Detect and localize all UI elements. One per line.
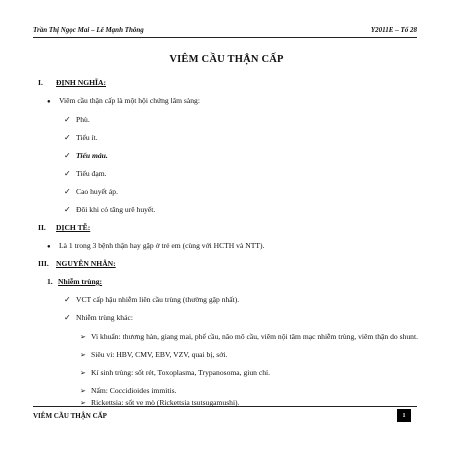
bullet-icon: ● [47,244,51,250]
list-item-text: Phù. [76,115,90,124]
list-item [47,96,200,105]
section-label: ĐỊNH NGHĨA: [56,78,106,87]
list-item-text: Kí sinh trùng: sốt rét, Toxoplasma, Trypanosoma, giun chỉ. [91,368,271,377]
footer-divider [33,406,417,407]
list-item [64,313,133,322]
subsection-number: 1. [47,277,53,286]
list-item-text: Siêu vi: HBV, CMV, EBV, VZV, quai bị, sởi. [91,350,228,359]
section-label: NGUYÊN NHÂN: [56,259,116,268]
list-item-text: Cao huyết áp. [76,187,118,196]
list-item [64,205,155,214]
page-number: 1 [397,409,411,422]
section-number: I. [38,78,43,87]
arrow-bullet-icon: ➢ [80,351,86,359]
arrow-bullet-icon: ➢ [80,399,86,407]
list-item-text: Viêm cầu thận cấp là một hội chứng lâm sàng: [59,96,200,105]
checkmark-icon: ✓ [64,295,71,304]
checkmark-icon: ✓ [64,133,71,142]
list-item-text: VCT cấp hậu nhiễm liên cầu trùng (thường gặp nhất). [76,295,240,304]
list-item [64,169,107,178]
list-item-text: Nhiễm trùng khác: [76,313,133,322]
list-item [80,350,227,359]
checkmark-icon: ✓ [64,115,71,124]
bullet-icon: ● [47,99,51,105]
list-item [64,115,90,124]
section-number: III. [38,259,49,268]
list-item [47,241,264,250]
list-item-text: Tiểu đạm. [76,169,107,178]
document-title: VIÊM CẦU THẬN CẤP [169,54,284,65]
list-item [64,187,118,196]
section-heading-epidemiology [38,223,90,232]
list-item [80,368,270,377]
checkmark-icon: ✓ [64,151,71,160]
checkmark-icon: ✓ [64,169,71,178]
list-item-text: Nấm: Coccidioides immitis. [91,386,177,395]
list-item-text: Đôi khi có tăng urê huyết. [76,205,156,214]
list-item-text: Tiểu ít. [76,133,98,142]
checkmark-icon: ✓ [64,205,71,214]
list-item [80,386,176,395]
section-number: II. [38,223,46,232]
list-item-text: Vi khuẩn: thương hàn, giang mai, phế cầu, não mô cầu, viêm nội tâm mạc nhiễm trùng, viêm thận do shunt. [91,332,418,341]
header-authors: Trần Thị Ngọc Mai – Lê Mạnh Thông [33,26,144,34]
subsection-label: Nhiễm trùng: [58,277,103,286]
footer-title: VIÊM CẦU THẬN CẤP [33,412,107,420]
list-item [64,151,108,160]
list-item-text: Tiểu máu. [76,151,108,160]
section-label: DỊCH TỄ: [56,223,91,232]
list-item [80,332,418,341]
list-item-text: Rickettsia: sốt ve mò (Rickettsia tsutsugamushi). [91,398,240,407]
subsection-heading-infection [47,277,102,286]
checkmark-icon: ✓ [64,313,71,322]
header-group: Y2011E – Tổ 28 [370,26,417,34]
list-item [64,133,98,142]
section-heading-causes [38,259,116,268]
arrow-bullet-icon: ➢ [80,369,86,377]
list-item-text: Là 1 trong 3 bệnh thận hay gặp ở trẻ em (cùng với HCTH và NTT). [59,241,265,250]
checkmark-icon: ✓ [64,187,71,196]
page-header [33,26,417,34]
section-heading-definition [38,78,106,87]
list-item [64,295,239,304]
header-divider [33,37,417,38]
arrow-bullet-icon: ➢ [80,387,86,395]
arrow-bullet-icon: ➢ [80,333,86,341]
